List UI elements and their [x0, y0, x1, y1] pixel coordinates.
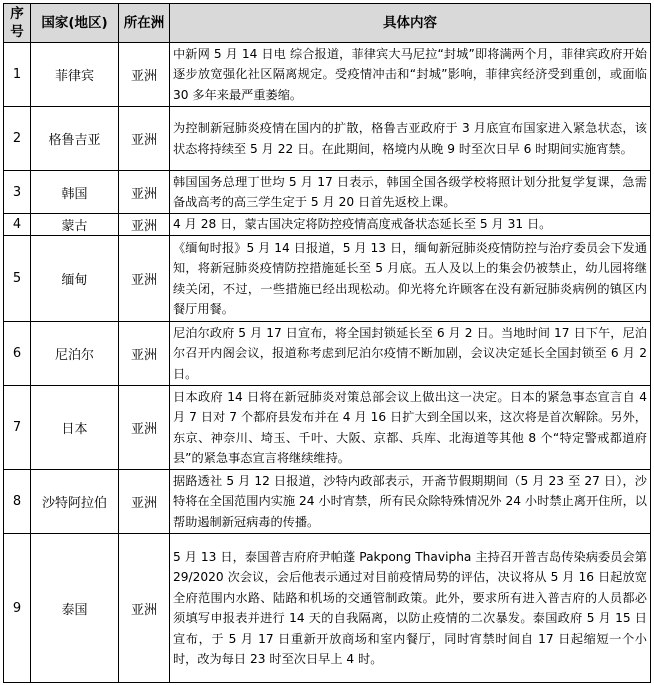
table-row: [4, 214, 651, 236]
row-country: 沙特阿拉伯: [31, 470, 119, 534]
row-country: 日本: [31, 386, 119, 470]
table-row: [4, 534, 651, 683]
row-country: 泰国: [31, 534, 119, 683]
table-row: [4, 43, 651, 107]
row-seq: 7: [4, 386, 31, 470]
header-content: 具体内容: [170, 4, 651, 43]
row-country: 蒙古: [31, 214, 119, 236]
row-continent: 亚洲: [119, 214, 170, 236]
row-content: 中新网 5 月 14 日电 综合报道，菲律宾大马尼拉“封城”即将满两个月，菲律宾政府开始逐步放宽强化社区隔离规定。受疫情冲击和“封城”影响，菲律宾经济受到重创，或面临 30 多年来最严重萎缩。: [170, 43, 651, 107]
table-row: [4, 322, 651, 386]
row-seq: 6: [4, 322, 31, 386]
row-country: 缅甸: [31, 236, 119, 322]
row-content: 《缅甸时报》5 月 14 日报道，5 月 13 日，缅甸新冠肺炎疫情防控与治疗委员会下发通知，将新冠肺炎疫情防控措施延长至 5 月底。五人及以上的集会仍被禁止，幼儿园将继续关闭，不过，一些措施已经出现松动。仰光将允许顾客在没有新冠肺炎病例的镇区内餐厅用餐。: [170, 236, 651, 322]
row-country: 菲律宾: [31, 43, 119, 107]
row-seq: 1: [4, 43, 31, 107]
row-content: 日本政府 14 日将在新冠肺炎对策总部会议上做出这一决定。日本的紧急事态宣言自 4 月 7 日对 7 个都府县发布并在 4 月 16 日扩大到全国以来，这次将是首次解除。另外，东京、神奈川、埼玉、千叶、大阪、京都、兵库、北海道等其他 8 个“特定警戒都道府县”的紧急事态宣言将继续维持。: [170, 386, 651, 470]
row-content: 据路透社 5 月 12 日报道，沙特内政部表示，开斋节假期期间（5 月 23 至 27 日），沙特将在全国范围内实施 24 小时宵禁，所有民众除特殊情况外 24 小时禁止离开住所，以帮助遏制新冠病毒的传播。: [170, 470, 651, 534]
row-continent: 亚洲: [119, 43, 170, 107]
row-content: 尼泊尔政府 5 月 17 日宣布，将全国封锁延长至 6 月 2 日。当地时间 17 日下午，尼泊尔召开内阁会议，报道称考虑到尼泊尔疫情不断加剧，会议决定延长全国封锁至 6 月 2 日。: [170, 322, 651, 386]
row-continent: 亚洲: [119, 236, 170, 322]
row-content: 韩国国务总理丁世均 5 月 17 日表示，韩国全国各级学校将照计划分批复学复课，急需备战高考的高三学生定于 5 月 20 日首先返校上课。: [170, 171, 651, 214]
table-row: [4, 236, 651, 322]
country-measures-table: [3, 3, 651, 683]
row-seq: 3: [4, 171, 31, 214]
row-seq: 4: [4, 214, 31, 236]
row-continent: 亚洲: [119, 107, 170, 171]
row-country: 格鲁吉亚: [31, 107, 119, 171]
row-continent: 亚洲: [119, 386, 170, 470]
header-country: 国家(地区): [31, 4, 119, 43]
header-continent: 所在洲: [119, 4, 170, 43]
row-country: 韩国: [31, 171, 119, 214]
row-continent: 亚洲: [119, 322, 170, 386]
table-row: [4, 470, 651, 534]
row-content: 为控制新冠肺炎疫情在国内的扩散，格鲁吉亚政府于 3 月底宣布国家进入紧急状态，该状态将持续至 5 月 22 日。在此期间，格境内从晚 9 时至次日早 6 时期间实施宵禁。: [170, 107, 651, 171]
row-seq: 9: [4, 534, 31, 683]
row-continent: 亚洲: [119, 171, 170, 214]
row-seq: 2: [4, 107, 31, 171]
header-seq: 序号: [4, 4, 31, 43]
table-row: [4, 171, 651, 214]
table-row: [4, 107, 651, 171]
row-seq: 8: [4, 470, 31, 534]
row-continent: 亚洲: [119, 470, 170, 534]
row-seq: 5: [4, 236, 31, 322]
table-header-row: [4, 4, 651, 43]
row-country: 尼泊尔: [31, 322, 119, 386]
table-row: [4, 386, 651, 470]
row-content: 4 月 28 日，蒙古国决定将防控疫情高度戒备状态延长至 5 月 31 日。: [170, 214, 651, 236]
row-continent: 亚洲: [119, 534, 170, 683]
row-content: 5 月 13 日，泰国普吉府府尹帕蓬 Pakpong Thavipha 主持召开普吉岛传染病委员会第 29/2020 次会议，会后他表示通过对目前疫情局势的评估，决议将从 5 月 16 日起放宽全府范围内水路、陆路和机场的交通管制政策。此外，要求所有进入普吉府的人员都必须填写申报表并进行 14 天的自我隔离，以防止疫情的二次暴发。泰国政府 5 月 15 日宣布，于 5 月 17 日重新开放商场和室内餐厅，同时宵禁时间自 17 日起缩短一个小时，改为每日 23 时至次日早上 4 时。: [170, 534, 651, 683]
